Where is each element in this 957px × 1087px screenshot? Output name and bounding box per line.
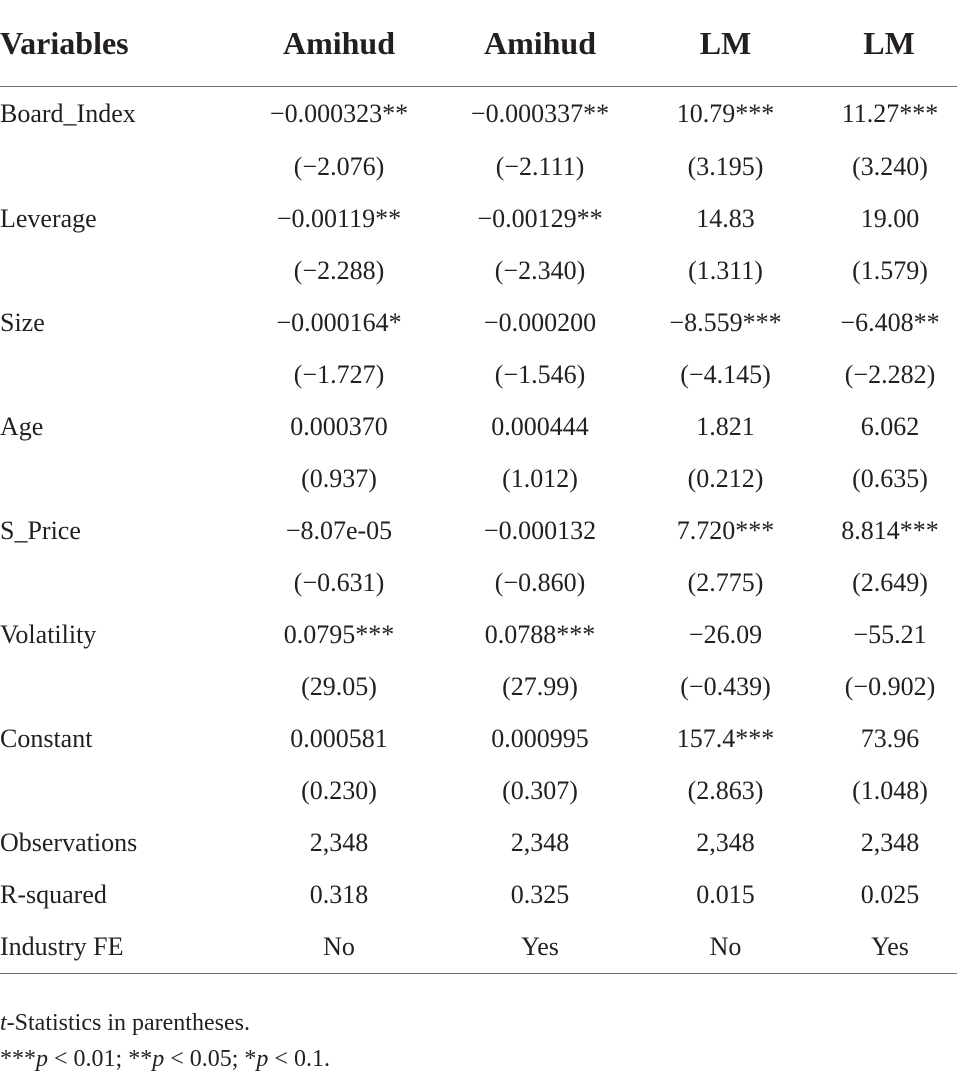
table-row — [0, 297, 957, 349]
table-row — [0, 869, 957, 921]
table-row — [0, 193, 957, 245]
table-cell: 2,348 — [309, 828, 369, 857]
row-label: Observations — [0, 828, 138, 857]
row-label-empty — [0, 245, 238, 297]
table-row — [0, 661, 957, 713]
table-cell: (2.863) — [687, 776, 764, 805]
row-label: Volatility — [0, 620, 97, 649]
table-cell: 1.821 — [696, 412, 755, 441]
table-cell: (−0.902) — [844, 672, 936, 701]
table-cell: (0.230) — [301, 776, 377, 805]
table-row — [0, 921, 957, 974]
table-notes — [0, 1005, 330, 1077]
table-cell: 0.000444 — [491, 412, 589, 441]
notes-line-significance — [0, 1041, 330, 1077]
table-cell: No — [238, 921, 440, 974]
table-cell: (2.649) — [852, 568, 928, 597]
table-row — [0, 245, 957, 297]
table-cell: (1.048) — [852, 776, 928, 805]
notes-significance-part: < 0.01; ** — [48, 1046, 153, 1072]
row-label: Board_Index — [0, 99, 136, 128]
table-cell: −0.00129** — [477, 204, 603, 233]
table-cell: (0.307) — [502, 776, 578, 805]
row-label-empty — [0, 141, 238, 193]
table-cell: 7.720*** — [676, 516, 775, 545]
table-header — [0, 0, 957, 87]
table-cell: 0.318 — [309, 880, 369, 909]
table-cell: 6.062 — [860, 412, 920, 441]
table-cell: (−2.111) — [495, 152, 585, 181]
table-cell: −26.09 — [688, 620, 763, 649]
table-cell: (0.937) — [301, 464, 377, 493]
header-amihud-1: Amihud — [238, 0, 440, 87]
table-cell: (3.240) — [852, 152, 928, 181]
notes-significance-part: < 0.05; * — [164, 1046, 257, 1072]
table-cell: 2,348 — [510, 828, 570, 857]
header-lm-2: LM — [811, 0, 957, 87]
table-cell: −6.408** — [840, 308, 940, 337]
table-cell: 14.83 — [696, 204, 755, 233]
table-row — [0, 453, 957, 505]
table-cell: 0.0795*** — [283, 620, 395, 649]
table-cell: (−1.727) — [293, 360, 385, 389]
table-cell: (−2.282) — [844, 360, 936, 389]
table-row — [0, 401, 957, 453]
table-cell: (1.579) — [852, 256, 928, 285]
table-cell: (−0.860) — [494, 568, 586, 597]
header-row — [0, 0, 957, 87]
table-cell: (−4.145) — [680, 360, 771, 389]
header-variables: Variables — [0, 0, 238, 87]
table-cell: (−2.340) — [494, 256, 586, 285]
table-cell: 11.27*** — [841, 99, 939, 128]
table-cell: 2,348 — [696, 828, 755, 857]
row-label: Industry FE — [0, 921, 238, 974]
table-cell: −8.559*** — [669, 308, 782, 337]
table-cell: (−0.439) — [680, 672, 771, 701]
notes-significance-part: p — [256, 1046, 269, 1072]
table-cell: 0.325 — [510, 880, 570, 909]
table-cell: 0.025 — [860, 880, 920, 909]
table-cell: (0.212) — [687, 464, 764, 493]
table-row — [0, 349, 957, 401]
table-cell: −0.00119** — [276, 204, 402, 233]
table-cell: No — [640, 921, 811, 974]
notes-t-italic: t — [0, 1010, 7, 1036]
table-row — [0, 87, 957, 142]
table-cell: (1.311) — [688, 256, 763, 285]
table-row — [0, 817, 957, 869]
table-cell: (27.99) — [502, 672, 578, 701]
table-cell: 2,348 — [860, 828, 920, 857]
row-label: Age — [0, 412, 44, 441]
table-body — [0, 87, 957, 974]
table-cell: 10.79*** — [676, 99, 775, 128]
header-amihud-2: Amihud — [440, 0, 640, 87]
table-cell: −0.000337** — [470, 99, 610, 128]
table-cell: −8.07e-05 — [285, 516, 393, 545]
table-cell: −0.000164* — [276, 308, 402, 337]
header-lm-1: LM — [640, 0, 811, 87]
row-label-empty — [0, 557, 238, 609]
table-cell: (0.635) — [852, 464, 928, 493]
table-cell: (−2.288) — [293, 256, 385, 285]
table-cell: −0.000323** — [269, 99, 409, 128]
table-cell: 8.814*** — [841, 516, 939, 545]
row-label: Constant — [0, 724, 93, 753]
table-cell: (−0.631) — [293, 568, 385, 597]
row-label-empty — [0, 349, 238, 401]
table-cell: 0.015 — [696, 880, 755, 909]
table-cell: −55.21 — [853, 620, 927, 649]
row-label-empty — [0, 765, 238, 817]
table-cell: 0.0788*** — [484, 620, 596, 649]
table-cell: 19.00 — [860, 204, 920, 233]
table-row — [0, 557, 957, 609]
table-row — [0, 505, 957, 557]
row-label-empty — [0, 453, 238, 505]
table-row — [0, 609, 957, 661]
table-cell: Yes — [440, 921, 640, 974]
table-cell: (29.05) — [301, 672, 377, 701]
table-cell: (1.012) — [502, 464, 578, 493]
table-cell: −0.000132 — [483, 516, 597, 545]
table-cell: (−1.546) — [494, 360, 586, 389]
table-cell: 0.000581 — [290, 724, 388, 753]
table-cell: (3.195) — [687, 152, 764, 181]
table-row — [0, 765, 957, 817]
notes-line-tstat — [0, 1005, 330, 1041]
table-cell: −0.000200 — [483, 308, 597, 337]
table-cell: 0.000995 — [491, 724, 589, 753]
notes-significance-part: *** — [0, 1046, 36, 1072]
table-cell: (2.775) — [687, 568, 764, 597]
table-cell: (−2.076) — [293, 152, 385, 181]
row-label: Size — [0, 308, 45, 337]
notes-significance-part: p — [36, 1046, 48, 1072]
table-row — [0, 141, 957, 193]
table-cell: 73.96 — [860, 724, 920, 753]
notes-t-rest: -Statistics in parentheses. — [6, 1010, 250, 1036]
table-cell: 157.4*** — [676, 724, 775, 753]
row-label: R-squared — [0, 880, 107, 909]
table-row — [0, 713, 957, 765]
notes-significance-part: < 0.1. — [268, 1046, 330, 1072]
table-cell: 0.000370 — [290, 412, 388, 441]
table-cell: Yes — [811, 921, 957, 974]
notes-significance-part: p — [152, 1046, 165, 1072]
row-label: Leverage — [0, 204, 97, 233]
row-label: S_Price — [0, 516, 81, 545]
row-label-empty — [0, 661, 238, 713]
